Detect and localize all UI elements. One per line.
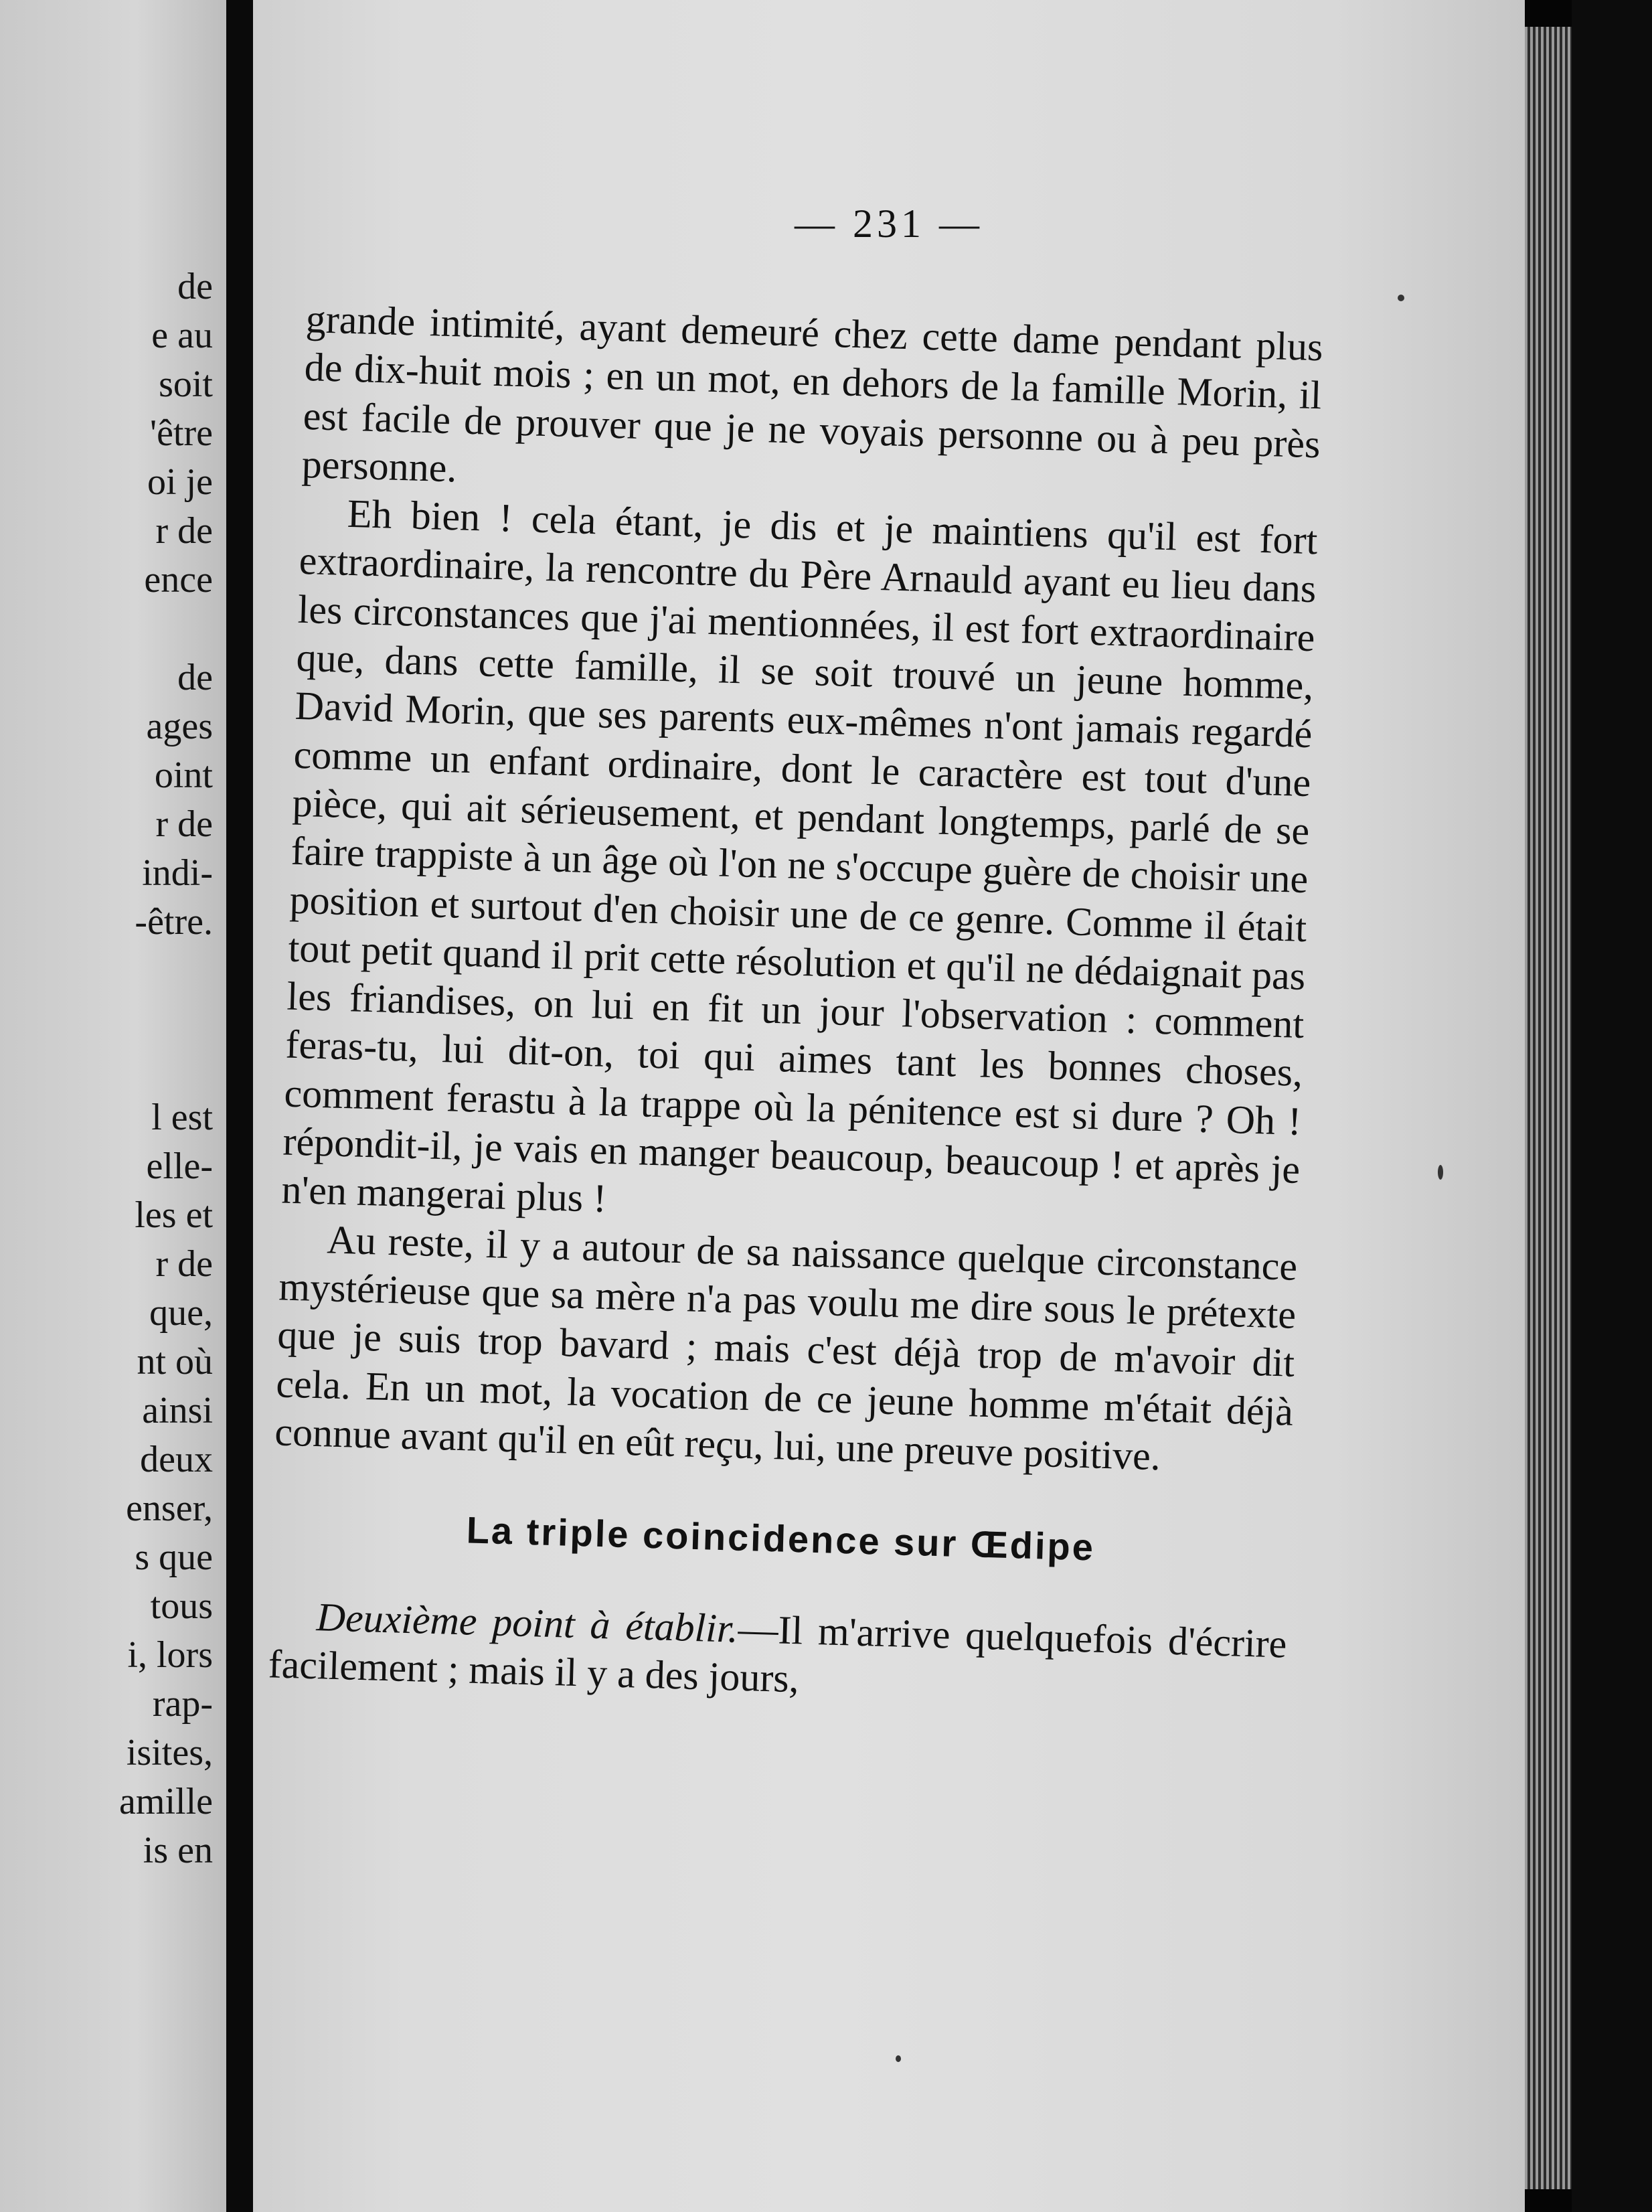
left-line: ence [144, 559, 213, 601]
left-line: tous [150, 1585, 213, 1627]
paragraph-text: —Il m'arrive quelquefois d'écrire facilement ; mais il y a des jours, [267, 1606, 1288, 1701]
left-line: enser, [126, 1488, 213, 1529]
main-page [253, 0, 1525, 2212]
left-line: l est [151, 1097, 213, 1138]
page-edges [1525, 27, 1572, 2189]
left-line: nt où [137, 1341, 213, 1382]
scan-speck [1398, 295, 1404, 301]
left-line: ainsi [142, 1390, 213, 1431]
left-line [119, 996, 213, 1044]
left-line: i, lors [127, 1634, 213, 1676]
left-line: s que [135, 1536, 213, 1578]
page-number: — 231 — [795, 202, 983, 246]
left-line: isites, [126, 1732, 213, 1773]
scan-border [1572, 0, 1652, 2212]
left-page-fragment [0, 0, 226, 2212]
left-line: is en [143, 1830, 213, 1871]
paragraph [268, 1591, 1287, 1717]
book-gutter [226, 0, 253, 2212]
left-line: de [177, 657, 213, 698]
left-line: les et [135, 1194, 213, 1236]
left-line: r de [155, 510, 213, 552]
left-line: indi- [142, 852, 213, 894]
paragraph: grande intimité, ayant demeuré chez cette dame pendant plus de dix-huit mois ; en un mot, en dehors de la famille Morin, il est facile de prouver que je ne voyais personne ou à peu près personne. [301, 296, 1324, 491]
left-line: -être. [135, 901, 213, 943]
paragraph-lead-italic: Deuxième point à établir. [315, 1595, 739, 1651]
page-text [268, 295, 1324, 1717]
left-line: de [177, 266, 213, 307]
left-line: rap- [152, 1683, 213, 1725]
left-line: deux [140, 1439, 213, 1480]
left-line: que, [149, 1292, 213, 1334]
left-line: r de [155, 803, 213, 845]
left-line [119, 947, 213, 996]
left-line [119, 605, 213, 653]
section-heading: La triple coincidence sur Œdipe [465, 1508, 1096, 1569]
left-line: e au [151, 315, 213, 356]
left-line: soit [159, 364, 213, 405]
left-line [119, 1044, 213, 1093]
left-line: r de [155, 1243, 213, 1285]
paragraph: Eh bien ! cela étant, je dis et je maintiens qu'il est fort extraordinaire, la rencontre du Père Arnauld ayant eu lieu dans les circonstances que j'ai mentionnées, il est fort extraordinaire que, dans cette famille, il se soit trouvé un jeune homme, David Morin, que ses parents eux-mêmes n'ont jamais regardé comme un enfant ordinaire, dont le caractère est tout d'une pièce, qui ait sérieusement, et pendant longtemps, parlé de se faire trappiste à un âge où l'on ne s'occupe guère de choisir une position et surtout d'en choisir une de ce genre. Comme il était tout petit quand il prit cette résolution et qu'il ne dédaignait pas les friandises, on lui en fit un jour l'observation : comment feras-tu, lui dit-on, toi qui aimes tant les bonnes choses, comment ferastu à la trappe où la pénitence est si dure ? Oh ! répondit-il, je vais en manger beaucoup, beaucoup ! et après je n'en mangerai plus ! [280, 491, 1319, 1221]
left-line: oint [154, 755, 213, 796]
left-line: ages [146, 706, 213, 747]
scan-speck [1438, 1165, 1443, 1180]
left-line: amille [119, 1781, 213, 1822]
paragraph: Au reste, il y a autour de sa naissance quelque circonstance mystérieuse que sa mère n'a pas voulu me dire sous le prétexte que je suis trop bavard ; mais c'est déjà trop de m'avoir dit cela. En un mot, la vocation de ce jeune homme m'était déjà connue avant qu'il en eût reçu, lui, une preuve positive. [274, 1217, 1298, 1479]
scan-speck [896, 2055, 901, 2062]
left-line: 'être [149, 412, 213, 454]
left-line: oi je [147, 461, 213, 503]
left-line: elle- [146, 1146, 213, 1187]
left-page-lines [119, 262, 213, 1875]
